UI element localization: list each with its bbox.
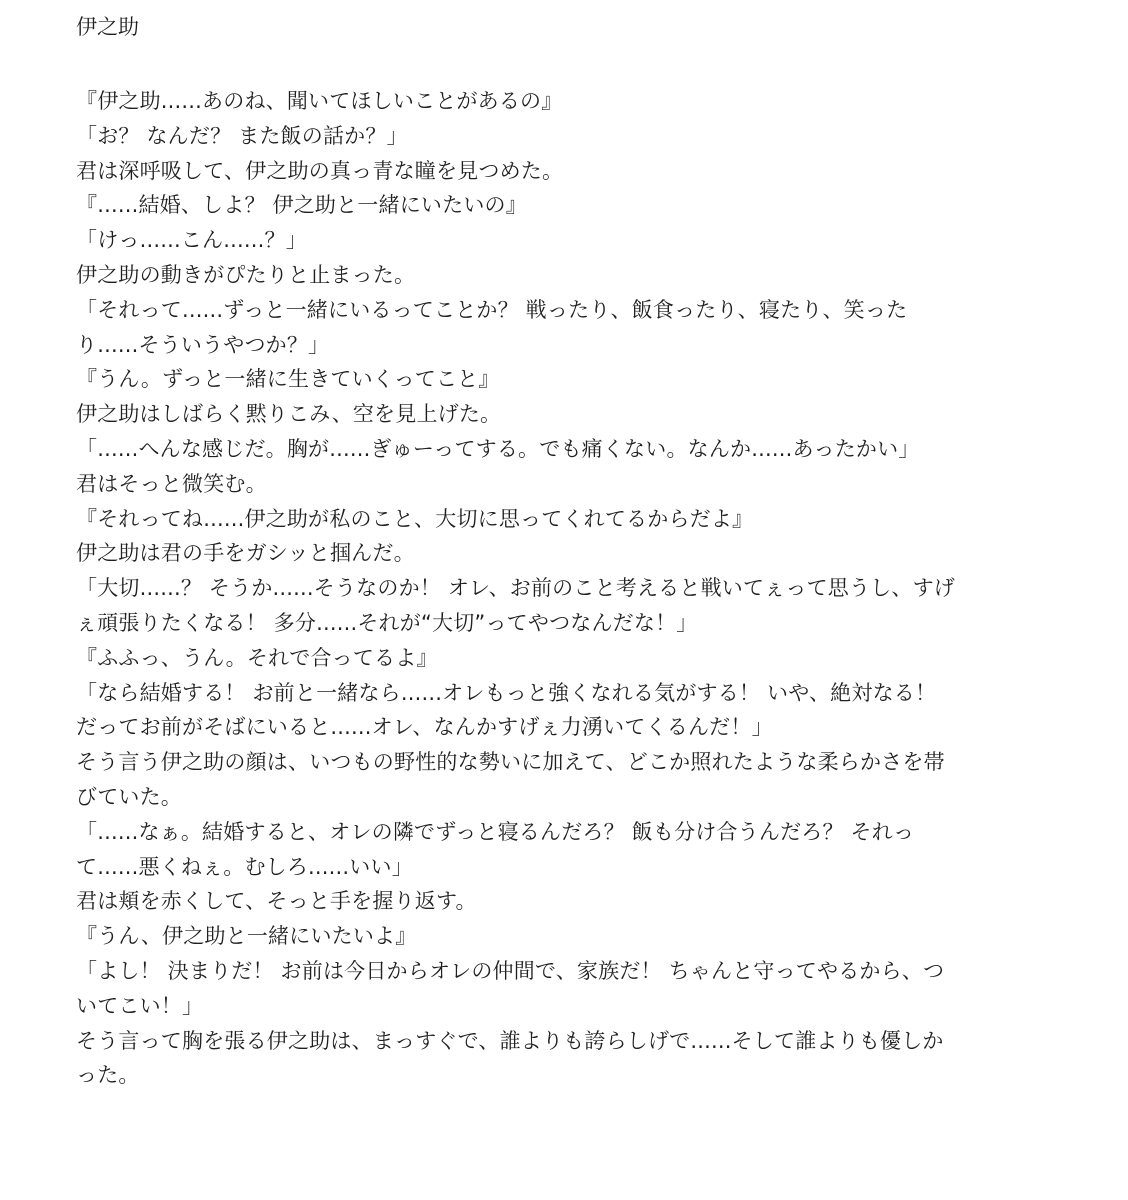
text-line: て......悪くねぇ。むしろ......いい」 [76,854,413,879]
text-line: 『伊之助......あのね、聞いてほしいことがあるの』 [76,89,563,113]
text-line: 「お？ なんだ？ また飯の話か？」 [76,123,408,148]
text-line: 君は頬を赤くして、そっと手を握り返す。 [76,889,477,914]
text-line: 君は深呼吸して、伊之助の真っ青な瞳を見つめた。 [76,158,564,183]
text-line: 「それって......ずっと一緒にいるってことか？ 戦ったり、飯食ったり、寝たり、笑った [76,297,908,322]
document-body [76,84,1106,1093]
text-line: 君はそっと微笑む。 [76,471,267,496]
text-line: そう言う伊之助の顔は、いつもの野性的な勢いに加えて、どこか照れたような柔らかさを帯 [76,750,945,775]
text-line: びていた。 [76,784,182,809]
text-line: 伊之助の動きがぴたりと止まった。 [76,262,416,287]
text-line: 「大切......？ そうか......そうなのか！ オレ、お前のこと考えると戦いてぇって思うし、すげ [76,576,955,601]
text-line: 『......結婚、しよ？ 伊之助と一緒にいたいの』 [76,193,527,218]
text-line: 「なら結婚する！ お前と一緒なら......オレもっと強くなれる気がする！ いや、絶対なる！ [76,680,937,705]
text-line: り......そういうやつか？」 [76,332,330,357]
text-line: 伊之助は君の手をガシッと掴んだ。 [76,541,415,566]
text-line: った。 [76,1063,140,1088]
text-line: 「けっ......こん......？」 [76,228,307,253]
text-line: ぇ頑張りたくなる！ 多分......それが“大切”ってやつなんだな！」 [76,610,698,635]
text-line: 『ふふっ、うん。それで合ってるよ』 [76,645,438,670]
document-title: 伊之助 [76,15,139,39]
text-line: いてこい！」 [76,993,204,1018]
text-line: 『うん。ずっと一緒に生きていくってこと』 [76,367,500,392]
text-line: 「よし！ 決まりだ！ お前は今日からオレの仲間で、家族だ！ ちゃんと守ってやるから、つ [76,958,945,983]
text-line: 伊之助はしばらく黙りこみ、空を見上げた。 [76,402,502,427]
text-line: そう言って胸を張る伊之助は、まっすぐで、誰よりも誇らしげで......そして誰よりも優しか [76,1028,944,1053]
text-line: 「......へんな感じだ。胸が......ぎゅーってする。でも痛くない。なんか......あったかい」 [76,436,920,461]
text-line: 『それってね......伊之助が私のこと、大切に思ってくれてるからだよ』 [76,506,754,531]
text-line: だってお前がそばにいると......オレ、なんかすげぇ力湧いてくるんだ！」 [76,715,773,740]
text-line: 『うん、伊之助と一緒にいたいよ』 [76,924,417,949]
text-line: 「......なぁ。結婚すると、オレの隣でずっと寝るんだろ？ 飯も分け合うんだろ？ それっ [76,819,915,844]
